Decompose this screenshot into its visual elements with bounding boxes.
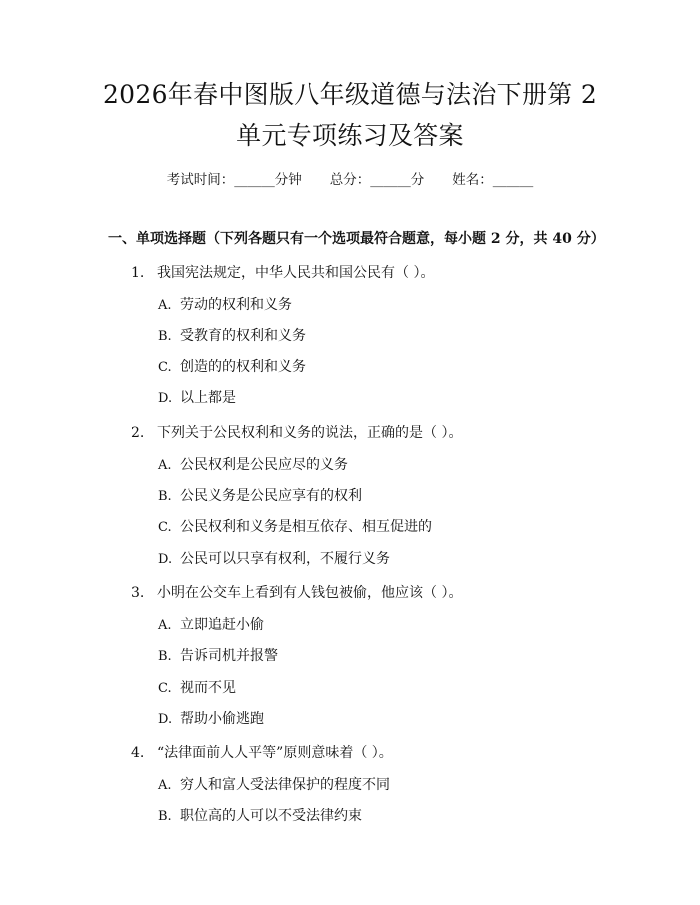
option-text: 职位高的人可以不受法律约束 [180, 808, 362, 824]
exam-time-field: 考试时间：______分钟 [166, 172, 302, 188]
question-text: 下列关于公民权利和义务的说法，正确的是（ ）。 [157, 425, 463, 441]
option-text: 穷人和富人受法律保护的程度不同 [180, 777, 390, 793]
option-letter: A. [158, 458, 172, 473]
option-text: 立即追赶小偷 [180, 617, 264, 633]
option-letter: C. [158, 520, 172, 535]
option-letter: B. [158, 489, 172, 504]
total-score-field: 总分：______分 [329, 172, 425, 188]
option-3c [158, 677, 236, 697]
question-3 [131, 582, 462, 602]
option-text: 公民权利和义务是相互依存、相互促进的 [180, 519, 432, 535]
option-letter: D. [158, 712, 173, 727]
option-letter: D. [158, 552, 173, 567]
option-text: 公民义务是公民应享有的权利 [180, 488, 362, 504]
option-text: 帮助小偷逃跑 [180, 711, 264, 727]
option-text: 告诉司机并报警 [180, 648, 278, 664]
question-2 [131, 422, 462, 442]
option-text: 公民权利是公民应尽的义务 [180, 457, 348, 473]
question-number: 1. [131, 265, 145, 281]
option-1b [158, 325, 306, 345]
option-1d [158, 387, 236, 407]
option-3d [158, 708, 264, 728]
option-text: 劳动的权利和义务 [180, 297, 292, 313]
option-letter: D. [158, 391, 173, 406]
option-1a [158, 294, 292, 314]
question-number: 4. [131, 745, 145, 761]
option-letter: B. [158, 329, 172, 344]
section-title: 一、单项选择题（下列各题只有一个选项最符合题意，每小题 2 分，共 40 分） [108, 231, 605, 247]
option-3a [158, 614, 264, 634]
option-letter: A. [158, 778, 172, 793]
option-letter: C. [158, 360, 172, 375]
student-name-field: 姓名：______ [452, 172, 534, 188]
option-letter: B. [158, 809, 172, 824]
option-letter: A. [158, 618, 172, 633]
question-4 [131, 742, 393, 762]
option-text: 视而不见 [180, 680, 236, 696]
title-line-2: 单元专项练习及答案 [236, 121, 464, 150]
title-line-1: 2026年春中图版八年级道德与法治下册第 2 [102, 80, 598, 109]
option-2a [158, 454, 348, 474]
option-3b [158, 645, 278, 665]
option-2b [158, 485, 362, 505]
option-1c [158, 356, 306, 376]
option-letter: C. [158, 681, 172, 696]
option-text: 受教育的权利和义务 [180, 328, 306, 344]
exam-info [0, 168, 700, 188]
option-2c [158, 516, 432, 536]
option-4a [158, 774, 390, 794]
question-number: 2. [131, 425, 145, 441]
option-2d [158, 548, 390, 568]
question-number: 3. [131, 585, 145, 601]
document-title [60, 74, 640, 156]
question-text: 小明在公交车上看到有人钱包被偷，他应该（ ）。 [157, 585, 463, 601]
question-text: 我国宪法规定，中华人民共和国公民有（ ）。 [157, 265, 435, 281]
option-text: 以上都是 [180, 390, 236, 406]
option-text: 公民可以只享有权利，不履行义务 [180, 551, 390, 567]
option-4b [158, 805, 362, 825]
option-letter: A. [158, 298, 172, 313]
option-text: 创造的的权利和义务 [180, 359, 306, 375]
option-letter: B. [158, 649, 172, 664]
question-text: “法律面前人人平等”原则意味着（ ）。 [157, 745, 393, 761]
question-1 [131, 262, 434, 282]
